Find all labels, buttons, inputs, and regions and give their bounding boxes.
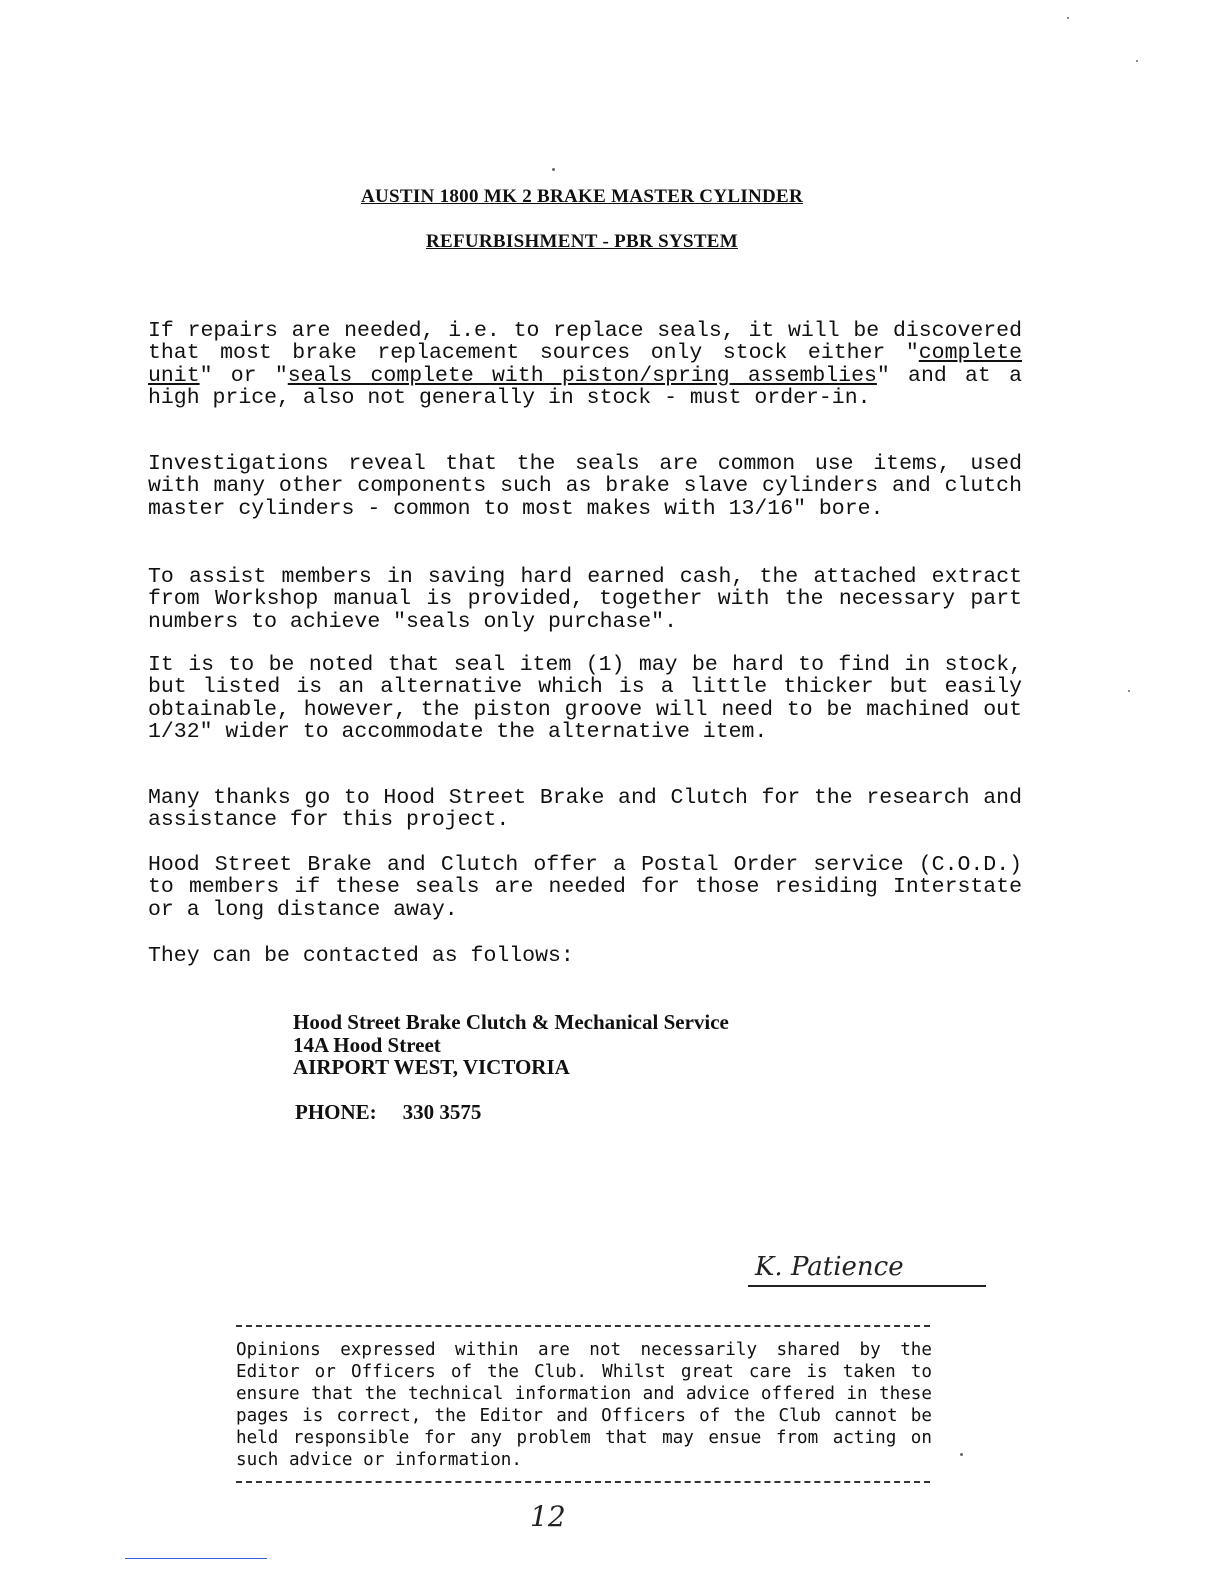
- document-title-line1: AUSTIN 1800 MK 2 BRAKE MASTER CYLINDER: [360, 186, 804, 207]
- phone: [295, 1100, 481, 1125]
- scan-speck: [552, 168, 555, 171]
- address-line-street: 14A Hood Street: [293, 1032, 441, 1057]
- scan-speck: [1128, 690, 1130, 692]
- paragraph-repairs-intro: If repairs are needed, i.e. to replace seals, it will be discovered that most brake replacement sources only stock either ": [148, 319, 1022, 366]
- paragraph-thanks: Many thanks go to Hood Street Brake and Clutch for the research and assistance for this project.: [148, 786, 1022, 833]
- document-title-line2: REFURBISHMENT - PBR SYSTEM: [425, 231, 739, 252]
- complete-unit-text: complete unit: [148, 341, 1022, 388]
- contact-address: [293, 1011, 729, 1079]
- disclaimer-bottom-rule: [236, 1481, 930, 1483]
- scan-speck: [1136, 60, 1138, 62]
- scan-speck: [1067, 17, 1069, 19]
- paragraph-investigations: Investigations reveal that the seals are common use items, used with many other components such as brake slave cylinders and clutch master cylinders - common to most makes with 13/16" bore.: [148, 452, 1022, 521]
- signature: K. Patience: [755, 1252, 904, 1282]
- signature-line: [748, 1285, 986, 1287]
- paragraph-repairs-or: " or ": [199, 363, 288, 388]
- disclaimer-text: Opinions expressed within are not necessarily shared by the Editor or Officers of the Club. Whilst great care is taken to ensure that the technical information and advice offered in these pages is correct, the Editor and Officers of the Club cannot be held responsible for any problem that may ensue from acting on such advice or information.: [236, 1340, 932, 1470]
- bottom-rule: [125, 1558, 267, 1559]
- phone-number: 330 3575: [402, 1100, 482, 1124]
- address-line-suburb: AIRPORT WEST, VICTORIA: [293, 1055, 570, 1079]
- seals-complete-text: seals complete with piston/spring assemblies: [287, 363, 877, 388]
- paragraph-seal-item: It is to be noted that seal item (1) may be hard to find in stock, but listed is an alternative which is a little thicker but easily obtainable, however, the piston groove will need to be machined out 1/32" wider to accommodate the alternative item.: [148, 653, 1022, 744]
- paragraph-repairs: [148, 320, 1022, 409]
- scan-speck: [960, 1453, 963, 1456]
- paragraph-postal-order: Hood Street Brake and Clutch offer a Postal Order service (C.O.D.) to members if these seals are needed for those residing Interstate or a long distance away.: [148, 853, 1022, 922]
- page-number: 12: [530, 1500, 566, 1533]
- phone-label: PHONE:: [295, 1100, 377, 1124]
- paragraph-assist-members: To assist members in saving hard earned cash, the attached extract from Workshop manual is provided, together with the necessary part numbers to achieve "seals only purchase".: [148, 565, 1022, 634]
- address-line-company: Hood Street Brake Clutch & Mechanical Service: [293, 1010, 729, 1034]
- paragraph-repairs-rest: " and at a high price, also not generally in stock - must order-in.: [148, 363, 1022, 410]
- disclaimer-top-rule: [236, 1325, 930, 1327]
- paragraph-contact: They can be contacted as follows:: [148, 944, 574, 968]
